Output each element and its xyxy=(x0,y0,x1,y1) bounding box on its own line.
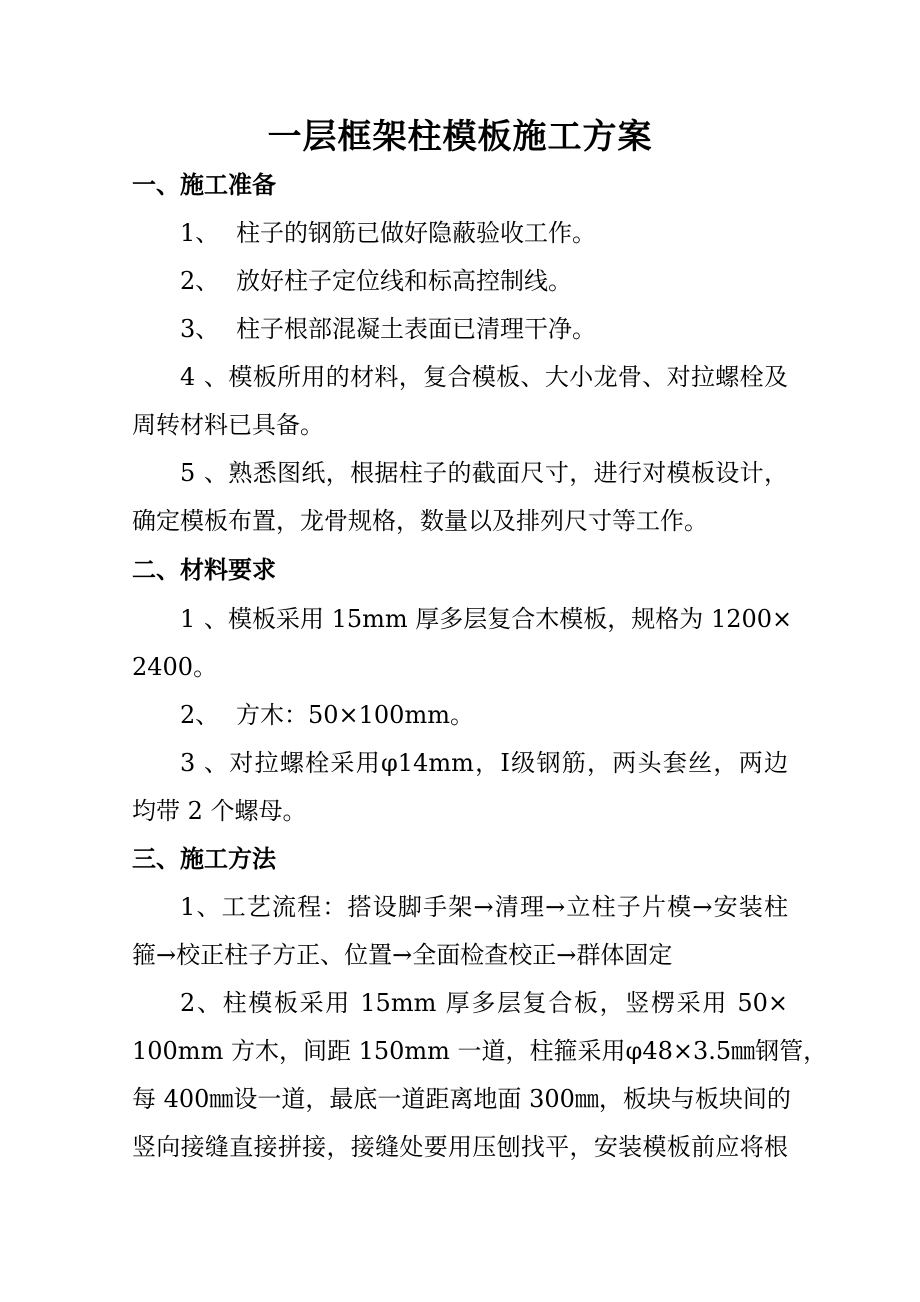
item-text: 对拉螺栓采用φ14mm，Ⅰ级钢筋，两头套丝，两边 xyxy=(228,749,788,777)
item-text: 方木：50×100mm。 xyxy=(236,701,474,729)
prep-item-3 xyxy=(180,313,596,345)
section-heading-preparation: 一、施工准备 xyxy=(132,170,276,199)
item-number: 3、 xyxy=(180,315,220,343)
prep-item-1 xyxy=(180,217,596,249)
item-number: 3、 xyxy=(180,749,228,777)
material-item-3 xyxy=(180,747,788,779)
item-number: 5、 xyxy=(180,459,228,487)
method-item-2-line-4: 竖向接缝直接拼接，接缝处要用压刨找平，安装模板前应将根 xyxy=(132,1133,788,1161)
item-text: 柱子根部混凝土表面已清理干净。 xyxy=(236,315,596,343)
material-item-1-continued: 2400。 xyxy=(132,653,218,681)
item-text: 熟悉图纸，根据柱子的截面尺寸，进行对模板设计， xyxy=(228,459,788,487)
prep-item-5 xyxy=(180,457,788,489)
item-text: 柱子的钢筋已做好隐蔽验收工作。 xyxy=(236,219,596,247)
item-text: 放好柱子定位线和标高控制线。 xyxy=(236,267,572,295)
material-item-1 xyxy=(180,603,793,635)
material-item-2 xyxy=(180,699,474,731)
section-heading-methods: 三、施工方法 xyxy=(132,844,276,873)
method-item-2-line-3: 每 400㎜设一道，最底一道距离地面 300㎜，板块与板块间的 xyxy=(132,1085,791,1113)
method-item-1: 1、工艺流程：搭设脚手架→清理→立柱子片模→安装柱 xyxy=(180,893,788,921)
method-item-2-line-2: 100mm 方木，间距 150mm 一道，柱箍采用φ48×3.5㎜钢管， xyxy=(132,1037,828,1065)
item-number: 2、 xyxy=(180,701,220,729)
item-number: 1、 xyxy=(180,605,228,633)
document-title: 一层框架柱模板施工方案 xyxy=(267,117,653,157)
section-heading-materials: 二、材料要求 xyxy=(132,555,276,584)
item-number: 4、 xyxy=(180,363,228,391)
item-number: 1、 xyxy=(180,219,220,247)
method-item-1-continued: 箍→校正柱子方正、位置→全面检查校正→群体固定 xyxy=(132,941,673,969)
method-item-2: 2、柱模板采用 15mm 厚多层复合板，竖楞采用 50× xyxy=(180,989,788,1017)
item-text: 模板采用 15mm 厚多层复合木模板，规格为 1200× xyxy=(228,605,793,633)
prep-item-5-continued: 确定模板布置，龙骨规格，数量以及排列尺寸等工作。 xyxy=(132,507,708,535)
prep-item-4 xyxy=(180,361,788,393)
material-item-3-continued: 均带 2 个螺母。 xyxy=(132,797,307,825)
item-text: 模板所用的材料，复合模板、大小龙骨、对拉螺栓及 xyxy=(228,363,788,391)
item-number: 2、 xyxy=(180,267,220,295)
prep-item-2 xyxy=(180,265,572,297)
prep-item-4-continued: 周转材料已具备。 xyxy=(132,411,324,439)
